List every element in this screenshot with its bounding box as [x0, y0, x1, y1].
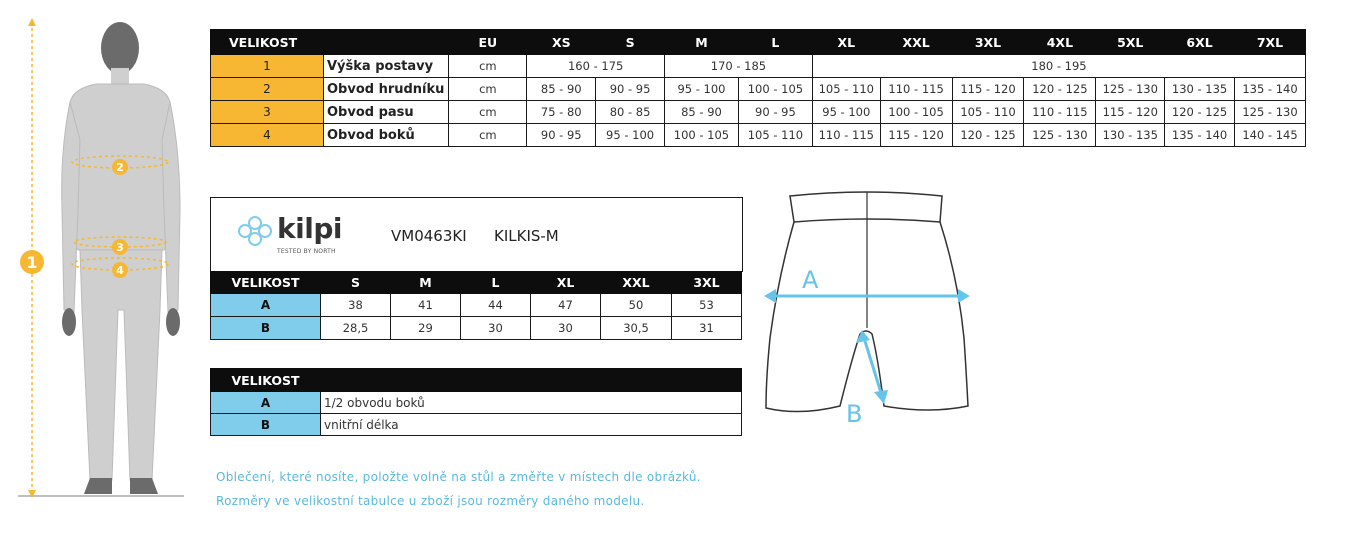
header-xxl: XXL: [601, 272, 672, 294]
row-label: Obvod boků: [323, 124, 448, 147]
header-5xl: 5XL: [1096, 30, 1165, 55]
cell: 44: [461, 294, 531, 317]
cell: 85 - 90: [664, 101, 738, 124]
row-unit: cm: [449, 78, 527, 101]
legend-header-label: VELIKOST: [211, 369, 321, 392]
cell: 100 - 105: [880, 101, 952, 124]
cell: 85 - 90: [527, 78, 596, 101]
cell: 135 - 140: [1235, 78, 1306, 101]
cell: 30: [461, 317, 531, 340]
header-velikost: VELIKOST: [211, 30, 324, 55]
legend-label: A: [211, 392, 321, 414]
cell: 90 - 95: [596, 78, 665, 101]
cell: 130 - 135: [1096, 124, 1165, 147]
model-size-table: [210, 271, 742, 340]
kilpi-logo-icon: [233, 214, 277, 248]
cell: 29: [391, 317, 461, 340]
cell: 100 - 105: [664, 124, 738, 147]
note-line-2: Rozměry ve velikostní tabulce u zboží jsou rozměry daného modelu.: [216, 494, 645, 508]
marker-2: 2: [116, 161, 124, 174]
cell: 50: [601, 294, 672, 317]
legend-row-a: [211, 392, 742, 414]
cell: 100 - 105: [738, 78, 812, 101]
row-label: Obvod hrudníku: [323, 78, 448, 101]
legend-row-b: [211, 414, 742, 436]
row-number: 4: [211, 124, 324, 147]
model-header-box: [210, 197, 743, 272]
header-7xl: 7XL: [1235, 30, 1306, 55]
cell: 120 - 125: [952, 124, 1024, 147]
cell: 110 - 115: [812, 124, 880, 147]
legend-text: 1/2 obvodu boků: [321, 392, 742, 414]
header-blank: [323, 30, 448, 55]
size-chart-table: [210, 29, 1306, 147]
cell: 125 - 130: [1024, 124, 1096, 147]
header-m: M: [664, 30, 738, 55]
row-label: A: [211, 294, 321, 317]
cell: 30,5: [601, 317, 672, 340]
cell: 125 - 130: [1235, 101, 1306, 124]
header-m: M: [391, 272, 461, 294]
marker-1: 1: [26, 253, 38, 272]
cell: 75 - 80: [527, 101, 596, 124]
cell: 47: [531, 294, 601, 317]
header-xs: XS: [527, 30, 596, 55]
row-hips: [211, 124, 1306, 147]
cell: 95 - 100: [664, 78, 738, 101]
header-l: L: [461, 272, 531, 294]
brand-tagline: TESTED BY NORTH: [277, 248, 336, 255]
header-velikost: VELIKOST: [211, 272, 321, 294]
row-number: 3: [211, 101, 324, 124]
header-xl: XL: [812, 30, 880, 55]
cell: 38: [321, 294, 391, 317]
header-6xl: 6XL: [1165, 30, 1235, 55]
model-row-b: [211, 317, 742, 340]
row-number: 1: [211, 55, 324, 78]
cell: 105 - 110: [812, 78, 880, 101]
row-unit: cm: [449, 124, 527, 147]
cell: 31: [672, 317, 742, 340]
cell: 115 - 120: [952, 78, 1024, 101]
row-unit: cm: [449, 55, 527, 78]
legend-header: [211, 369, 742, 392]
cell: 110 - 115: [1024, 101, 1096, 124]
cell: 95 - 100: [596, 124, 665, 147]
label-a: A: [802, 266, 819, 294]
cell: 30: [531, 317, 601, 340]
row-unit: cm: [449, 101, 527, 124]
cell: 53: [672, 294, 742, 317]
cell: 125 - 130: [1096, 78, 1165, 101]
header-xl: XL: [531, 272, 601, 294]
cell: 115 - 120: [1096, 101, 1165, 124]
cell: 115 - 120: [880, 124, 952, 147]
body-measurement-figure: [12, 10, 197, 502]
measurement-legend-table: [210, 368, 742, 436]
row-height: [211, 55, 1306, 78]
header-xxl: XXL: [880, 30, 952, 55]
cell: 140 - 145: [1235, 124, 1306, 147]
label-b: B: [846, 400, 863, 428]
note-line-1: Oblečení, které nosíte, položte volně na stůl a změřte v místech dle obrázků.: [216, 470, 701, 484]
cell: 120 - 125: [1024, 78, 1096, 101]
height-range-xs-s: 160 - 175: [527, 55, 665, 78]
brand-name: kilpi: [277, 212, 342, 245]
legend-label: B: [211, 414, 321, 436]
cell: 110 - 115: [880, 78, 952, 101]
cell: 130 - 135: [1165, 78, 1235, 101]
model-name: KILKIS-M: [494, 227, 559, 245]
header-3xl: 3XL: [952, 30, 1024, 55]
header-s: S: [596, 30, 665, 55]
legend-text: vnitřní délka: [321, 414, 742, 436]
height-range-m-l: 170 - 185: [664, 55, 812, 78]
row-number: 2: [211, 78, 324, 101]
cell: 120 - 125: [1165, 101, 1235, 124]
cell: 105 - 110: [952, 101, 1024, 124]
legend-header-blank: [321, 369, 742, 392]
row-label: B: [211, 317, 321, 340]
row-label: Obvod pasu: [323, 101, 448, 124]
size-chart-header: [211, 30, 1306, 55]
header-l: L: [738, 30, 812, 55]
marker-3: 3: [116, 241, 124, 254]
header-eu: EU: [449, 30, 527, 55]
header-s: S: [321, 272, 391, 294]
header-3xl: 3XL: [672, 272, 742, 294]
cell: 90 - 95: [527, 124, 596, 147]
height-range-xl-7xl: 180 - 195: [812, 55, 1305, 78]
header-4xl: 4XL: [1024, 30, 1096, 55]
shorts-diagram: [760, 188, 975, 428]
marker-4: 4: [116, 264, 124, 277]
cell: 90 - 95: [738, 101, 812, 124]
row-waist: [211, 101, 1306, 124]
model-table-header: [211, 272, 742, 294]
model-row-a: [211, 294, 742, 317]
row-label: Výška postavy: [323, 55, 448, 78]
cell: 41: [391, 294, 461, 317]
cell: 135 - 140: [1165, 124, 1235, 147]
cell: 28,5: [321, 317, 391, 340]
cell: 105 - 110: [738, 124, 812, 147]
model-code: VM0463KI: [391, 227, 467, 245]
cell: 95 - 100: [812, 101, 880, 124]
row-chest: [211, 78, 1306, 101]
cell: 80 - 85: [596, 101, 665, 124]
